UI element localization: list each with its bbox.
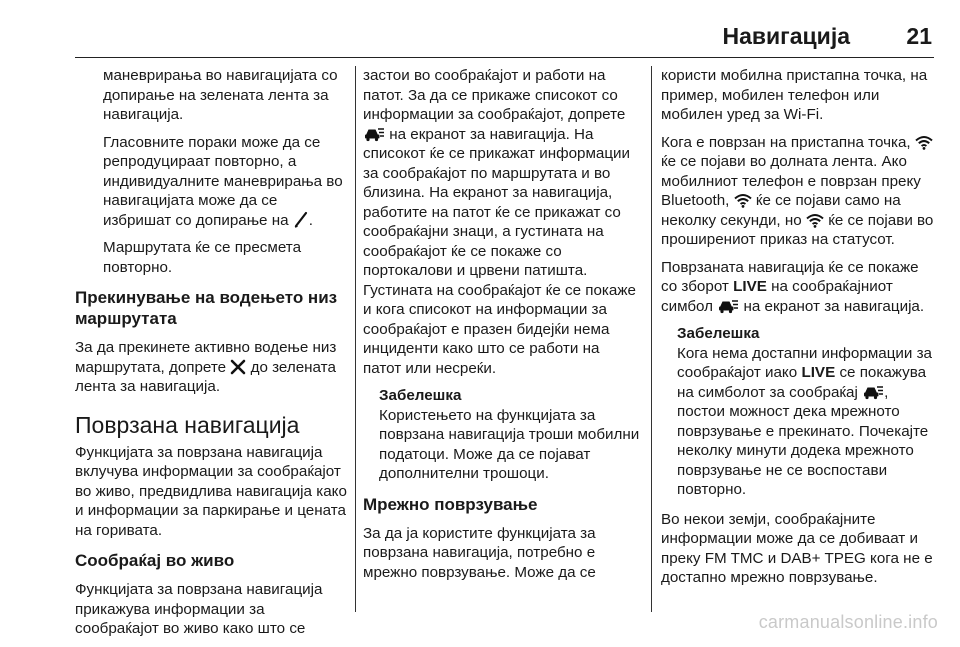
close-x-icon (230, 359, 246, 375)
paragraph-text: на екранот за навигација. На списокот ќе се прикажат информации за сообраќајот по маршрутата и во близина. На екранот за навигација, работите на патот ќе се прикажат со сообраќајни знаци, а густината на сообраќајот ќе се покаже со портокалови и црвени патишта. Густината на сообраќајот ќе се покаже и кога списокот на информации за сообраќајот е празен бидејќи нема инциденти како што се работи на патот или несреќи. (363, 125, 636, 377)
note-text (677, 344, 937, 500)
section-heading: Мрежно поврзување (363, 494, 538, 514)
indented-block (75, 66, 347, 277)
wifi-icon (806, 213, 824, 228)
paragraph: Маршрутата ќе се пресмета повторно. (103, 239, 302, 276)
chapter-heading: Поврзана навигација (75, 411, 300, 438)
paragraph: Во некои земји, сообраќајните информации може да се добиваат и преку FM TMC и DAB+ TPEG кога не е достапно мрежно поврзување. (661, 510, 933, 586)
live-label: LIVE (801, 364, 836, 381)
paragraph (661, 258, 937, 317)
paragraph-text: ќе се појави само на неколку секунди, но (661, 192, 901, 229)
paragraph-text: до зелената лента за навигација. (75, 358, 336, 395)
section-heading: Прекинување на водењето низ маршрутата (75, 288, 338, 328)
column-2 (363, 66, 640, 590)
paragraph: Функцијата за поврзана навигација прикажува информации за сообраќајот во живо како што се (75, 581, 323, 637)
paragraph-text: застои во сообраќајот и работи на патот. За да се прикаже списокот со информации за сообраќајот, допрете (363, 67, 626, 123)
column-1 (75, 66, 347, 647)
watermark: carmanualsonline.info (758, 612, 938, 632)
paragraph-text: , постои можност дека мрежното поврзување е прекинато. Почекајте неколку минути додека мрежното поврзување не се воспостави повторно. (677, 383, 929, 498)
paragraph (363, 66, 640, 378)
paragraph-text: Поврзаната навигација ќе се покаже со зборот (661, 258, 919, 295)
traffic-car-icon (717, 298, 739, 314)
column-divider (651, 66, 652, 612)
paragraph-text: Кога е поврзан на пристапна точка, (661, 133, 911, 151)
header-title: Навигација (722, 23, 850, 49)
traffic-car-icon (862, 384, 884, 400)
paragraph: маневрирања во навигацијата со допирање на зелената лента за навигација. (103, 67, 338, 123)
note-text: Користењето на функцијата за поврзана навигација троши мобилни податоци. Може да се појават дополнителни трошоци. (379, 406, 640, 482)
column-3 (661, 66, 937, 596)
wifi-icon (734, 193, 752, 208)
paragraph-text: на екранот за навигација. (743, 297, 925, 315)
paragraph (661, 133, 937, 250)
paragraph-text: на сообраќајниот симбол (661, 278, 893, 315)
paragraph (103, 133, 347, 231)
live-label: LIVE (733, 278, 767, 295)
note-block (661, 324, 937, 500)
paragraph-text: Гласовните пораки може да се репродуцираат повторно, а индивидуалните маневрирања во навигацијата може да се избришат со допирање на (103, 133, 343, 229)
paragraph-text: За да прекинете активно водење низ маршрутата, допрете (75, 339, 337, 376)
note-title: Забелешка (677, 325, 760, 342)
paragraph-text: ќе се појави во проширениот приказ на статусот. (661, 211, 934, 248)
paragraph-text: се покажува на симболот за сообраќај (677, 364, 927, 401)
note-title: Забелешка (379, 387, 462, 404)
paragraph: користи мобилна пристапна точка, на пример, мобилен телефон или мобилен уред за Wi-Fi. (661, 67, 928, 123)
paragraph-text: Кога нема достапни информации за сообраќајот иако (677, 344, 932, 381)
page-number: 21 (906, 23, 932, 49)
paragraph (75, 338, 347, 397)
traffic-car-icon (363, 126, 385, 142)
eraser-icon (293, 211, 309, 228)
wifi-icon (915, 135, 933, 150)
column-divider (355, 66, 356, 612)
paragraph-text: . (308, 211, 314, 229)
header-rule (75, 57, 934, 58)
section-heading: Сообраќај во живо (75, 551, 235, 570)
paragraph: Функцијата за поврзана навигација вклучува информации за сообраќајот во живо, предвидлива навигација како и информации за паркирање и цената на горивата. (75, 443, 347, 539)
paragraph: За да ја користите функцијата за поврзана навигација, потребно е мрежно поврзување. Може да се (363, 524, 596, 581)
paragraph-text: ќе се појави во долната лента. Ако мобилниот телефон е поврзан преку Bluetooth, (661, 153, 921, 209)
note-block (363, 386, 640, 484)
page-header (0, 0, 960, 58)
